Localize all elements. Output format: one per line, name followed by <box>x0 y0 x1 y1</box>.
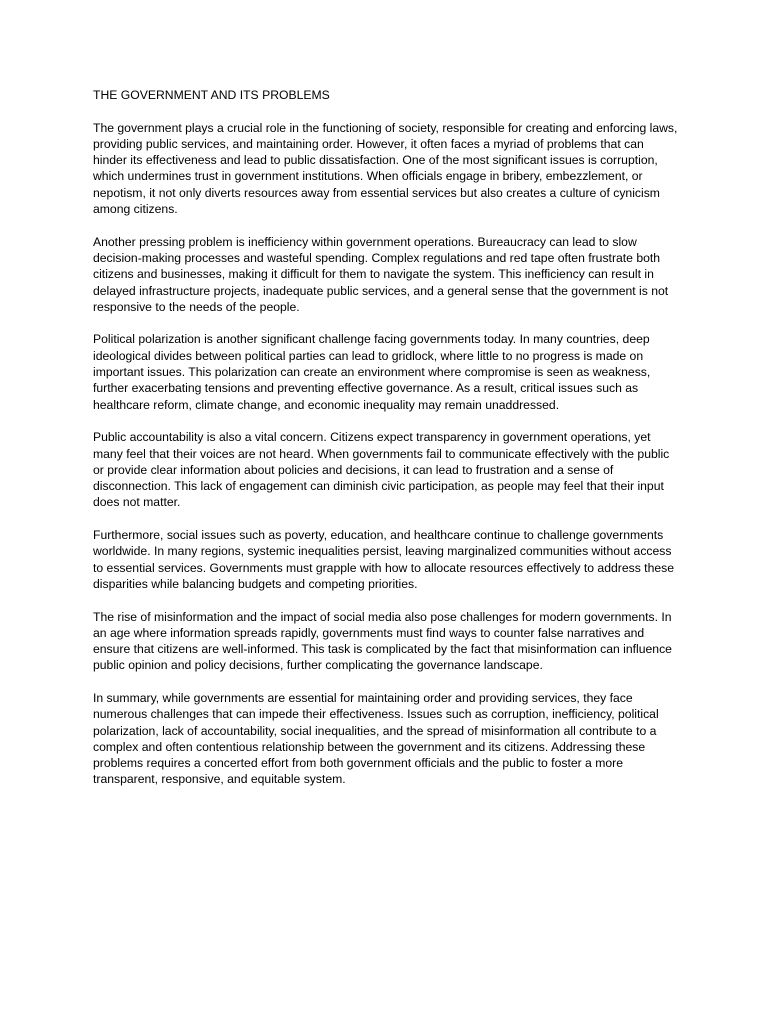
paragraph-3: Political polarization is another significant challenge facing governments today. In many countries, deep ideological divides between political parties can lead to gridlock, where little to no progress is made on important issues. This polarization can create an environment where compromise is seen as weakness, further exacerbating tensions and preventing effective governance. As a result, critical issues such as healthcare reform, climate change, and economic inequality may remain unaddressed. <box>93 332 651 412</box>
document-body <box>93 87 681 804</box>
paragraph-2: Another pressing problem is inefficiency within government operations. Bureaucracy can lead to slow decision-making processes and wasteful spending. Complex regulations and red tape often frustrate both citizens and businesses, making it difficult for them to navigate the system. This inefficiency can result in delayed infrastructure projects, inadequate public services, and a general sense that the government is not responsive to the needs of the people. <box>93 234 669 314</box>
document-title: THE GOVERNMENT AND ITS PROBLEMS <box>93 88 330 102</box>
paragraph-1: The government plays a crucial role in the functioning of society, responsible for creating and enforcing laws, providing public services, and maintaining order. However, it often faces a myriad of problems that can hinder its effectiveness and lead to public dissatisfaction. One of the most significant issues is corruption, which undermines trust in government institutions. When officials engage in bribery, embezzlement, or nepotism, it not only diverts resources away from essential services but also creates a culture of cynicism among citizens. <box>93 120 678 217</box>
paragraph-6: The rise of misinformation and the impact of social media also pose challenges for modern governments. In an age where information spreads rapidly, governments must find ways to counter false narratives and ensure that citizens are well-informed. This task is complicated by the fact that misinformation can influence public opinion and policy decisions, further complicating the governance landscape. <box>93 609 672 673</box>
paragraph-7: In summary, while governments are essential for maintaining order and providing services, they face numerous challenges that can impede their effectiveness. Issues such as corruption, inefficiency, political polarization, lack of accountability, social inequalities, and the spread of misinformation all contribute to a complex and often contentious relationship between the government and its citizens. Addressing these problems requires a concerted effort from both government officials and the public to foster a more transparent, responsive, and equitable system. <box>93 690 659 787</box>
paragraph-4: Public accountability is also a vital concern. Citizens expect transparency in government operations, yet many feel that their voices are not heard. When governments fail to communicate effectively with the public or provide clear information about policies and decisions, it can lead to frustration and a sense of disconnection. This lack of engagement can diminish civic participation, as people may feel that their input does not matter. <box>93 430 670 510</box>
paragraph-5: Furthermore, social issues such as poverty, education, and healthcare continue to challenge governments worldwide. In many regions, systemic inequalities persist, leaving marginalized communities without access to essential services. Governments must grapple with how to allocate resources effectively to address these disparities while balancing budgets and competing priorities. <box>93 528 674 591</box>
